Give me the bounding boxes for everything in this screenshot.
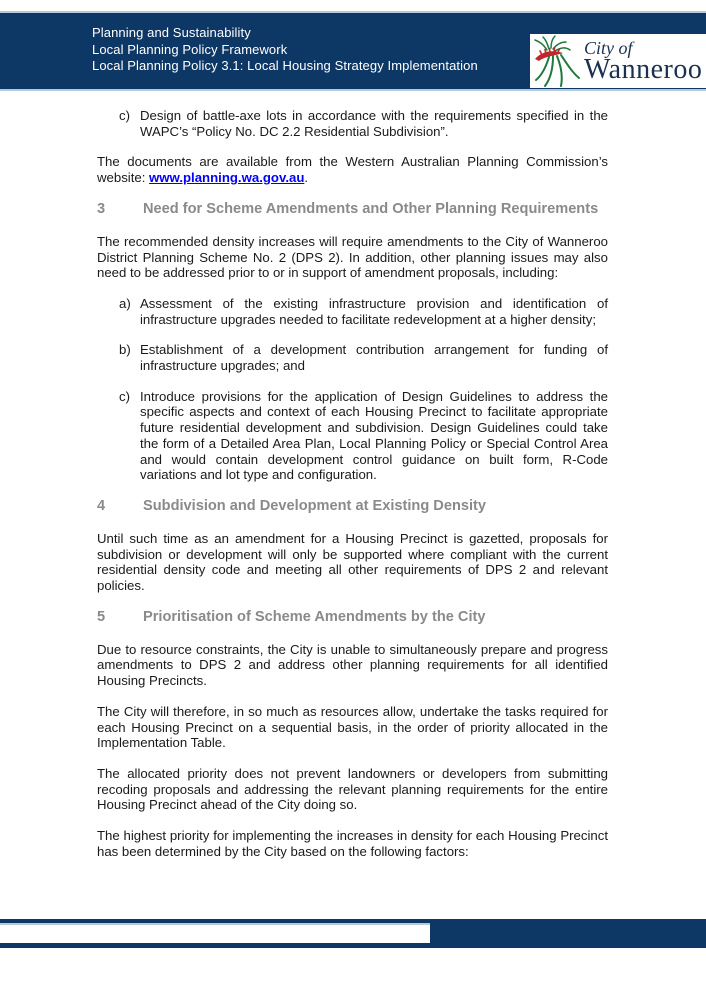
paragraph-until-such-time: Until such time as an amendment for a Housing Precinct is gazetted, proposals for subdivision or development will only be supported where compliant with the current residential density code and meeting all other requirements of DPS 2 and relevant policies. — [97, 530, 608, 594]
list-marker: b) — [119, 342, 131, 358]
list-item-text: Assessment of the existing infrastructure provision and identification of infrastructure upgrades needed to facilitate redevelopment at a higher density; — [140, 295, 608, 327]
section-title: Prioritisation of Scheme Amendments by the City — [143, 608, 486, 625]
document-body — [97, 108, 608, 875]
logo-city-of: City of — [584, 38, 633, 58]
header-line-policy-title: Local Planning Policy 3.1: Local Housing Strategy Implementation — [92, 58, 478, 73]
logo-wanneroo: Wanneroo — [584, 54, 703, 85]
list-item-text: Design of battle-axe lots in accordance with the requirements specified in the WAPC’s “Policy No. DC 2.2 Residential Subdivision”. — [140, 108, 608, 139]
list-item-a-assessment — [97, 296, 608, 327]
list-marker: a) — [119, 295, 131, 311]
footer-navy-block — [430, 919, 706, 948]
paragraph-allocated-priority: The allocated priority does not prevent landowners or developers from submitting recoding proposals and addressing the relevant planning requirements for the entire Housing Precinct ahead of the City doing so. — [97, 765, 608, 813]
section-4-heading — [97, 498, 608, 515]
section-title: Need for Scheme Amendments and Other Planning Requirements — [143, 200, 599, 217]
paragraph-recommended-density: The recommended density increases will require amendments to the City of Wanneroo District Planning Scheme No. 2 (DPS 2). In addition, other planning issues may also need to be addressed prior to or in support of amendment proposals, including: — [97, 233, 608, 281]
paragraph-highest-priority: The highest priority for implementing the increases in density for each Housing Precinct has been determined by the City based on the following factors: — [97, 828, 608, 859]
section-3-heading — [97, 201, 608, 218]
paragraph-due-to-resource: Due to resource constraints, the City is unable to simultaneously prepare and progress amendments to DPS 2 and address other planning requirements for all identified Housing Precincts. — [97, 641, 608, 689]
kangaroo-paw-icon — [532, 35, 582, 87]
paragraph-text-before-link: The documents are available from the Western Australian Planning Commission’s website: — [97, 154, 608, 186]
footer-white-box — [0, 919, 430, 948]
section-5-heading — [97, 609, 608, 626]
page-footer — [0, 919, 706, 948]
list-item-text: Introduce provisions for the application of Design Guidelines to address the specific aspects and context of each Housing Precinct to facilitate appropriate future residential development and subdivision. Design Guidelines could take the form of a Detailed Area Plan, Local Planning Policy or Special Control Area and would contain development control guidance on built form, R-Code variations and lot type and configuration. — [140, 388, 608, 483]
header-text-block — [92, 25, 478, 75]
city-of-wanneroo-logo — [530, 34, 706, 88]
section-number: 4 — [97, 497, 106, 514]
paragraph-documents-available — [97, 154, 608, 185]
list-marker: c) — [119, 388, 130, 404]
header-line-framework: Local Planning Policy Framework — [92, 41, 288, 57]
paragraph-text-after-link: . — [304, 170, 309, 186]
list-item-c-design-guidelines — [97, 389, 608, 483]
section-number: 5 — [97, 608, 106, 625]
list-marker: c) — [119, 108, 130, 123]
section-title: Subdivision and Development at Existing Density — [143, 497, 487, 514]
logo-text — [584, 39, 702, 83]
paragraph-city-will-therefore: The City will therefore, in so much as resources allow, undertake the tasks required for each Housing Precinct on a sequential basis, in the order of priority allocated in the Implementation Table. — [97, 703, 608, 751]
list-item-text: Establishment of a development contribution arrangement for funding of infrastructure upgrades; and — [140, 342, 608, 374]
planning-wa-gov-au-link[interactable]: www.planning.wa.gov.au — [149, 170, 305, 186]
header-line-department: Planning and Sustainability — [92, 25, 251, 40]
list-item-b-establishment — [97, 342, 608, 373]
header-band — [0, 11, 706, 91]
list-item-c-battle-axe — [97, 108, 608, 139]
section-number: 3 — [97, 200, 106, 217]
